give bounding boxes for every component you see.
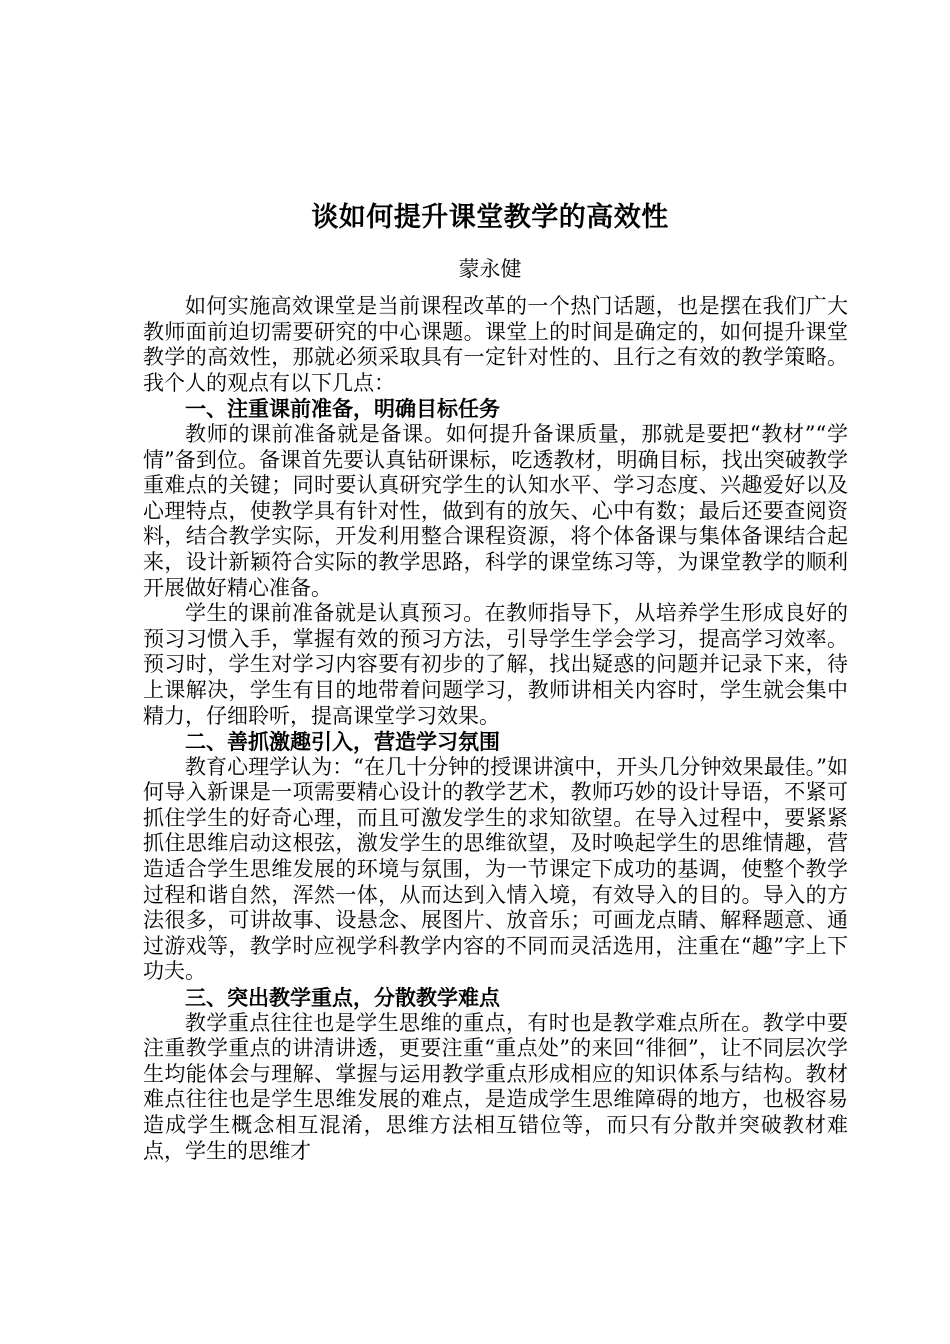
document-title: 谈如何提升课堂教学的高效性 [311,202,669,233]
body-paragraph: 教育心理学认为：“在几十分钟的授课讲演中，开头几分钟效果最佳。”如何导入新课是一项需要精心设计的教学艺术，教师巧妙的设计导语，不紧可抓住学生的好奇心理，而且可激发学生的求知欲望。在导入过程中，要紧紧抓住思维启动这根弦，激发学生的思维欲望，及时唤起学生的思维情趣，营造适合学生思维发展的环境与氛围，为一节课定下成功的基调，使整个教学过程和谐自然，浑然一体，从而达到入情入境，有效导入的目的。导入的方法很多，可讲故事、设悬念、展图片、放音乐；可画龙点睛、解释题意、通过游戏等，教学时应视学科教学内容的不同而灵活选用，注重在“趣”字上下功夫。 [143,754,848,984]
document-author: 蒙永健 [458,257,522,281]
intro-paragraph: 如何实施高效课堂是当前课程改革的一个热门话题，也是摆在我们广大教师面前迫切需要研究的中心课题。课堂上的时间是确定的，如何提升课堂教学的高效性，那就必须采取具有一定针对性的、且行之有效的教学策略。我个人的观点有以下几点： [143,294,848,395]
section-heading: 二、善抓激趣引入，营造学习氛围 [185,729,500,755]
body-paragraph: 教师的课前准备就是备课。如何提升备课质量，那就是要把“教材”“学情”备到位。备课首先要认真钻研课标，吃透教材，明确目标，找出突破教学重难点的关键；同时要认真研究学生的认知水平、学习态度、兴趣爱好以及心理特点，使教学具有针对性，做到有的放矢、心中有数；最后还要查阅资料，结合教学实际，开发利用整合课程资源，将个体备课与集体备课结合起来，设计新颖符合实际的教学思路，科学的课堂练习等，为课堂教学的顺利开展做好精心准备。 [143,421,848,600]
section-heading: 三、突出教学重点，分散教学难点 [185,985,500,1011]
section-heading: 一、注重课前准备，明确目标任务 [185,396,500,422]
body-paragraph: 学生的课前准备就是认真预习。在教师指导下，从培养学生形成良好的预习习惯入手，掌握有效的预习方法，引导学生学会学习，提高学习效率。预习时，学生对学习内容要有初步的了解，找出疑惑的问题并记录下来，待上课解决，学生有目的地带着问题学习，教师讲相关内容时，学生就会集中精力，仔细聆听，提高课堂学习效果。 [143,601,848,728]
body-paragraph: 教学重点往往也是学生思维的重点，有时也是教学难点所在。教学中要注重教学重点的讲清讲透，更要注重“重点处”的来回“徘徊”，让不同层次学生均能体会与理解、掌握与运用教学重点形成相应的知识体系与结构。教材难点往往也是学生思维发展的难点，是造成学生思维障碍的地方，也极容易造成学生概念相互混淆，思维方法相互错位等，而只有分散并突破教材难点，学生的思维才 [143,1010,848,1163]
document-body [143,294,848,1164]
